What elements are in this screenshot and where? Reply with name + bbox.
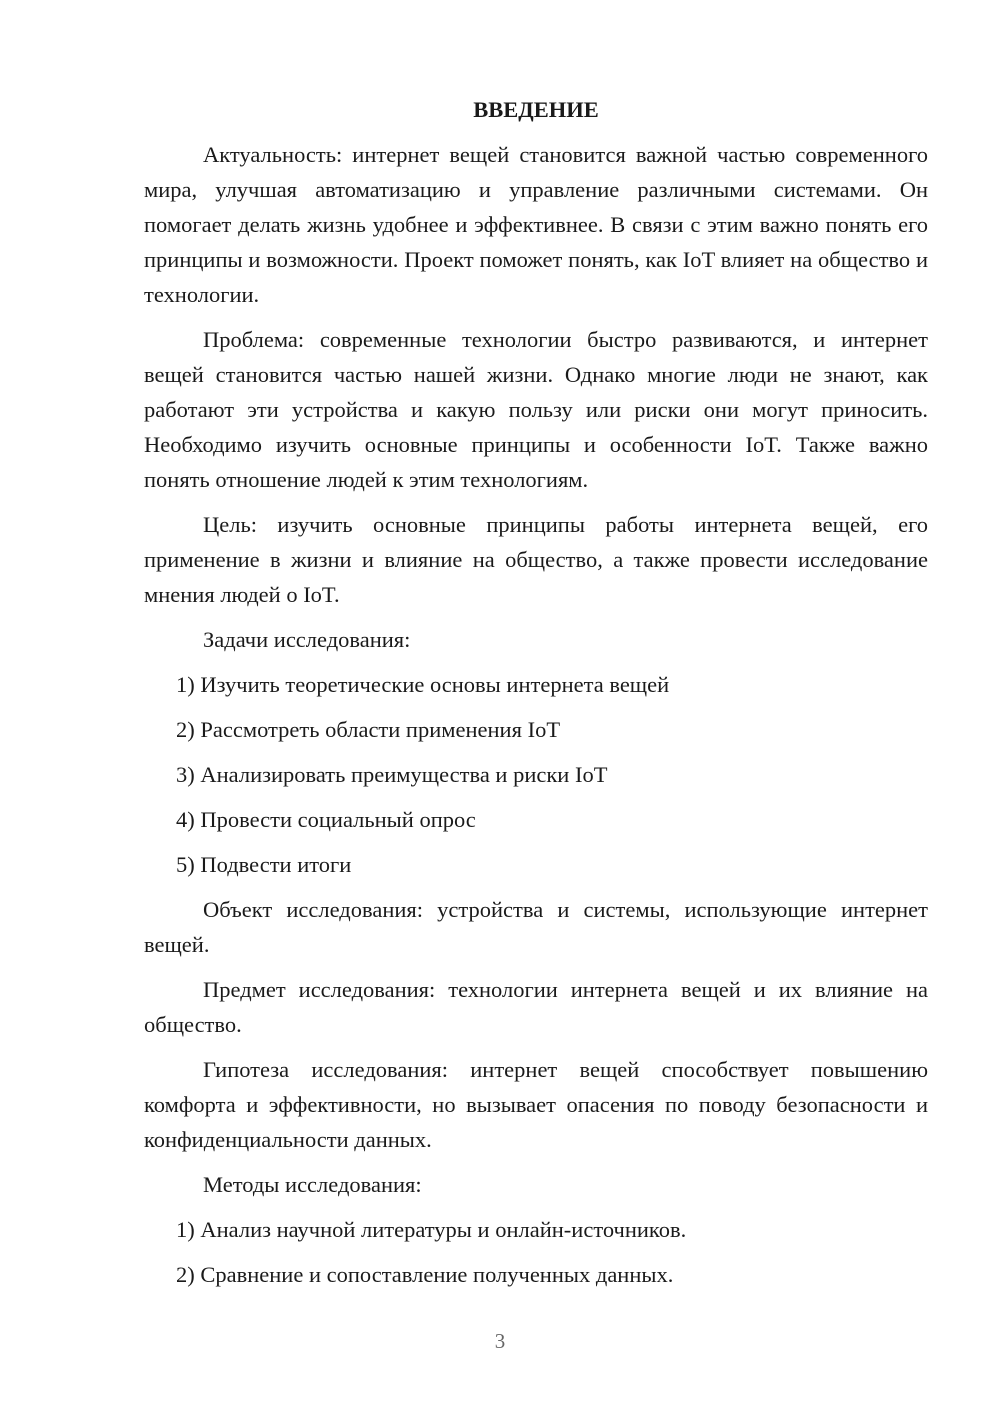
tasks-list [144,667,928,882]
document-page [144,92,928,1302]
list-item: 1) Изучить теоретические основы интернета вещей [176,672,670,697]
paragraph-hypothesis: Гипотеза исследования: интернет вещей способствует повышению комфорта и эффективности, но вызывает опасения по поводу безопасности и конфиденциальности данных. [144,1057,928,1152]
list-item: 5) Подвести итоги [176,852,352,877]
paragraph-problem: Проблема: современные технологии быстро развиваются, и интернет вещей становится частью нашей жизни. Однако многие люди не знают, как работают эти устройства и какую пользу или риски они могут приносить. Необходимо изучить основные принципы и особенности IoT. Также важно понять отношение людей к этим технологиям. [144,327,928,492]
list-item: 1) Анализ научной литературы и онлайн-источников. [176,1217,687,1242]
section-heading: ВВЕДЕНИЕ [473,97,599,122]
paragraph-subject: Предмет исследования: технологии интернета вещей и их влияние на общество. [144,977,928,1037]
list-item: 4) Провести социальный опрос [176,807,476,832]
methods-label: Методы исследования: [203,1172,422,1197]
list-item: 2) Сравнение и сопоставление полученных данных. [176,1262,674,1287]
page-number: 3 [494,1329,506,1353]
paragraph-object: Объект исследования: устройства и системы, использующие интернет вещей. [144,897,928,957]
paragraph-goal: Цель: изучить основные принципы работы интернета вещей, его применение в жизни и влияние на общество, а также провести исследование мнения людей о IoT. [144,512,928,607]
list-item: 3) Анализировать преимущества и риски IoT [176,762,608,787]
tasks-label: Задачи исследования: [203,627,411,652]
list-item: 2) Рассмотреть области применения IoT [176,717,561,742]
methods-list [144,1212,928,1292]
paragraph-relevance: Актуальность: интернет вещей становится важной частью современного мира, улучшая автоматизацию и управление различными системами. Он помогает делать жизнь удобнее и эффективнее. В связи с этим важно понять его принципы и возможности. Проект поможет понять, как IoT влияет на общество и технологии. [144,142,928,307]
